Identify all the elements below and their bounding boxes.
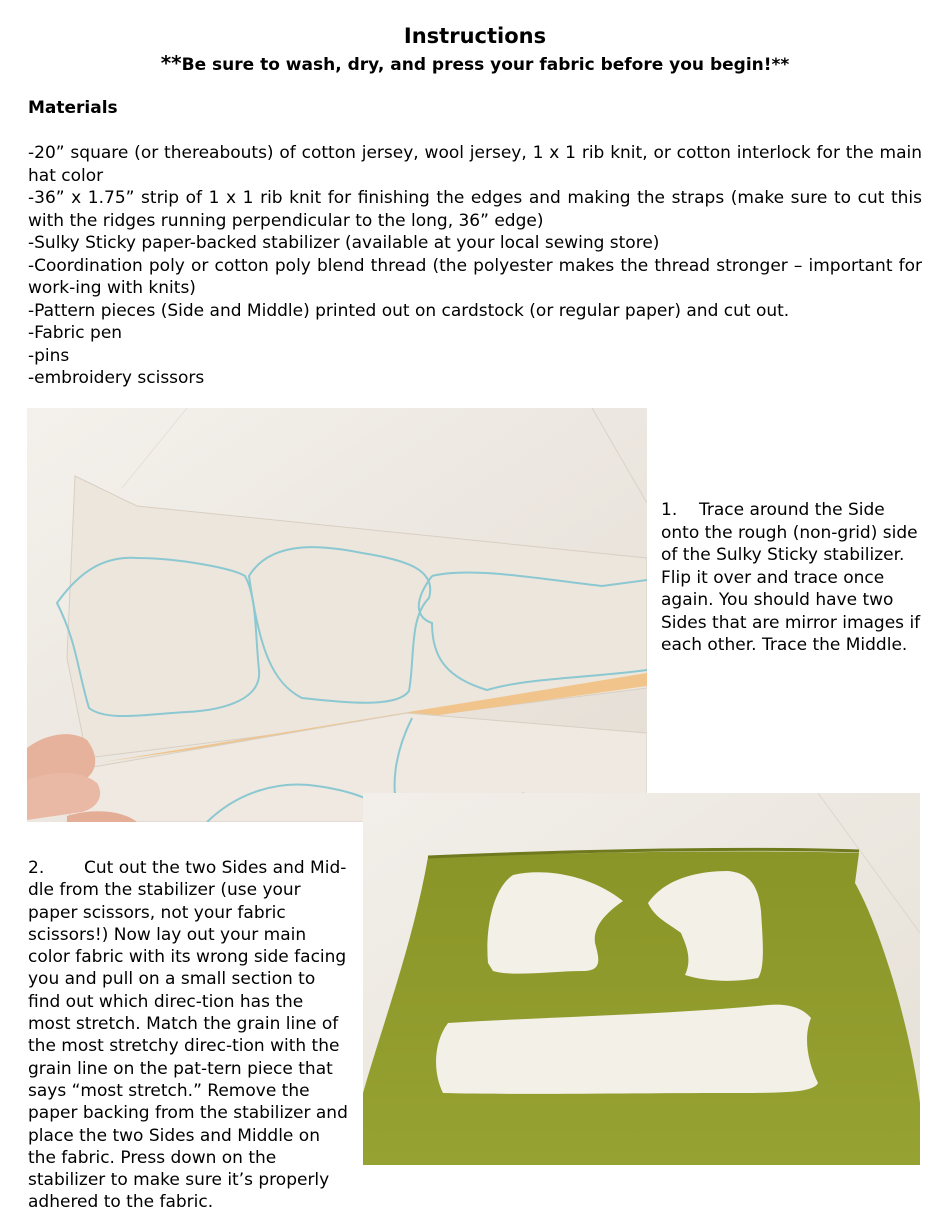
step-text: Trace around the Side onto the rough (non-grid) side of the Sulky Sticky stabilizer. Flip it over and trace once again. You should have two Sides that are mirror images if each other. Trace the Middle.	[661, 500, 921, 655]
list-item: -Sulky Sticky paper-backed stabilizer (available at your local sewing store)	[28, 233, 660, 253]
subtitle-stars: **	[160, 51, 182, 75]
step-2	[28, 857, 350, 1214]
traced-stabilizer-image	[27, 408, 647, 822]
photo-fabric-with-stabilizer	[363, 793, 920, 1165]
step-number: 2.	[28, 858, 45, 878]
list-item: -Pattern pieces (Side and Middle) printed out on cardstock (or regular paper) and cut out.	[28, 300, 790, 321]
list-item: -Coordination poly or cotton poly blend thread (the polyester makes the thread stronger – important for work-ing with knits)	[28, 255, 922, 298]
list-item: -embroidery scissors	[28, 368, 205, 388]
page-title: Instructions	[403, 24, 547, 48]
photo-traced-stabilizer	[27, 408, 647, 822]
materials-list	[28, 142, 922, 390]
step-text: Cut out the two Sides and Mid-dle from the stabilizer (use your paper scissors, not your fabric scissors!) Now lay out your main color fabric with its wrong side facing you and pull on a small section to find out which direc-tion has the most stretch. Match the grain line of the most stretchy direc-tion with the grain line on the pat-tern piece that says “most stretch.” Remove the paper backing from the stabilizer and place the two Sides and Middle on the fabric. Press down on the stabilizer to make sure it’s properly adhered to the fabric.	[28, 858, 348, 1213]
list-item: -36” x 1.75” strip of 1 x 1 rib knit for finishing the edges and making the straps (make sure to cut this with the ridges running perpendicular to the long, 36” edge)	[28, 188, 922, 231]
materials-heading: Materials	[28, 98, 118, 118]
fabric-with-stabilizer-image	[363, 793, 920, 1165]
page-subtitle	[0, 51, 950, 77]
step-number: 1.	[661, 500, 678, 520]
subtitle-text: Be sure to wash, dry, and press your fabric before you begin!**	[181, 55, 790, 75]
list-item: -Fabric pen	[28, 323, 123, 343]
step-1	[661, 499, 925, 657]
list-item: -20” square (or thereabouts) of cotton jersey, wool jersey, 1 x 1 rib knit, or cotton interlock for the main hat color	[28, 143, 922, 186]
list-item: -pins	[28, 345, 70, 366]
